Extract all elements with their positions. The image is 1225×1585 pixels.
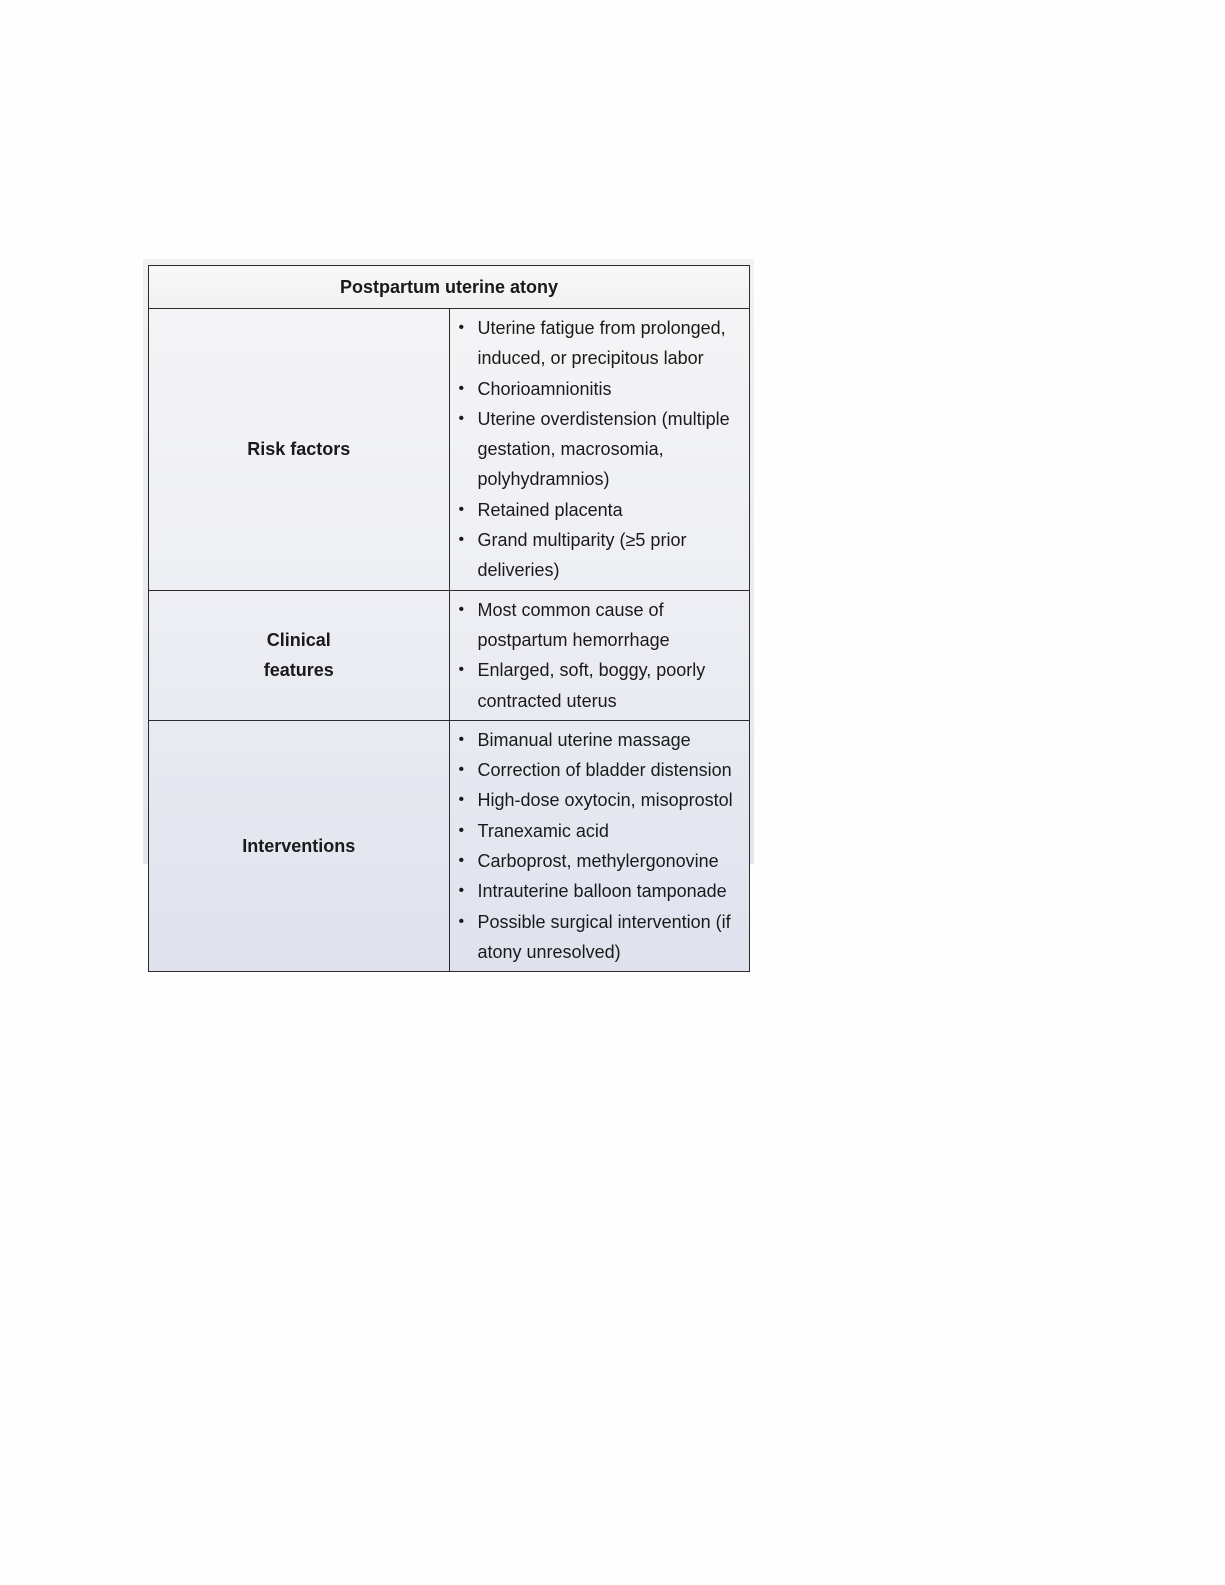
bullet-icon: •	[458, 531, 465, 549]
row-content-clinical-features	[449, 590, 750, 720]
bullet-icon: •	[458, 500, 465, 518]
summary-table	[148, 265, 750, 972]
list-item: • Correction of bladder distension	[456, 755, 744, 785]
list-item: • Uterine overdistension (multiple gestation, macrosomia, polyhydramnios)	[456, 404, 744, 495]
bullet-icon: •	[458, 661, 465, 679]
table-row-clinical-features	[149, 590, 750, 720]
bullet-list	[456, 725, 744, 967]
row-label-clinical-features: Clinical features	[149, 590, 450, 720]
table-header-row	[149, 266, 750, 309]
row-content-interventions	[449, 720, 750, 971]
bullet-icon: •	[458, 791, 465, 809]
list-item: • Carboprost, methylergonovine	[456, 846, 744, 876]
row-label-interventions: Interventions	[149, 720, 450, 971]
bullet-icon: •	[458, 852, 465, 870]
bullet-icon: •	[458, 319, 465, 336]
list-item: • High-dose oxytocin, misoprostol	[456, 785, 744, 815]
bullet-list	[456, 595, 744, 716]
list-item: • Chorioamnionitis	[456, 374, 744, 404]
table-row-interventions	[149, 720, 750, 971]
list-item: • Bimanual uterine massage	[456, 725, 744, 755]
table-title: Postpartum uterine atony	[149, 266, 750, 309]
bullet-icon: •	[458, 821, 465, 839]
row-label-risk-factors: Risk factors	[149, 309, 450, 591]
summary-table-frame	[143, 259, 754, 962]
list-item: • Intrauterine balloon tamponade	[456, 876, 744, 906]
list-item: • Retained placenta	[456, 495, 744, 525]
list-item: • Grand multiparity (≥5 prior deliveries)	[456, 525, 744, 586]
bullet-icon: •	[458, 600, 465, 618]
bullet-icon: •	[458, 882, 465, 900]
list-item: • Enlarged, soft, boggy, poorly contracted uterus	[456, 655, 744, 716]
table-row-risk-factors	[149, 309, 750, 591]
list-item: • Possible surgical intervention (if atony unresolved)	[456, 907, 744, 968]
list-item: • Uterine fatigue from prolonged, induced, or precipitous labor	[456, 313, 744, 374]
bullet-icon: •	[458, 730, 465, 748]
bullet-icon: •	[458, 409, 465, 427]
bullet-icon: •	[458, 761, 465, 779]
bullet-icon: •	[458, 912, 465, 930]
list-item: • Tranexamic acid	[456, 816, 744, 846]
bullet-list	[456, 313, 744, 586]
row-content-risk-factors	[449, 309, 750, 591]
bullet-icon: •	[458, 379, 465, 397]
list-item: • Most common cause of postpartum hemorrhage	[456, 595, 744, 656]
